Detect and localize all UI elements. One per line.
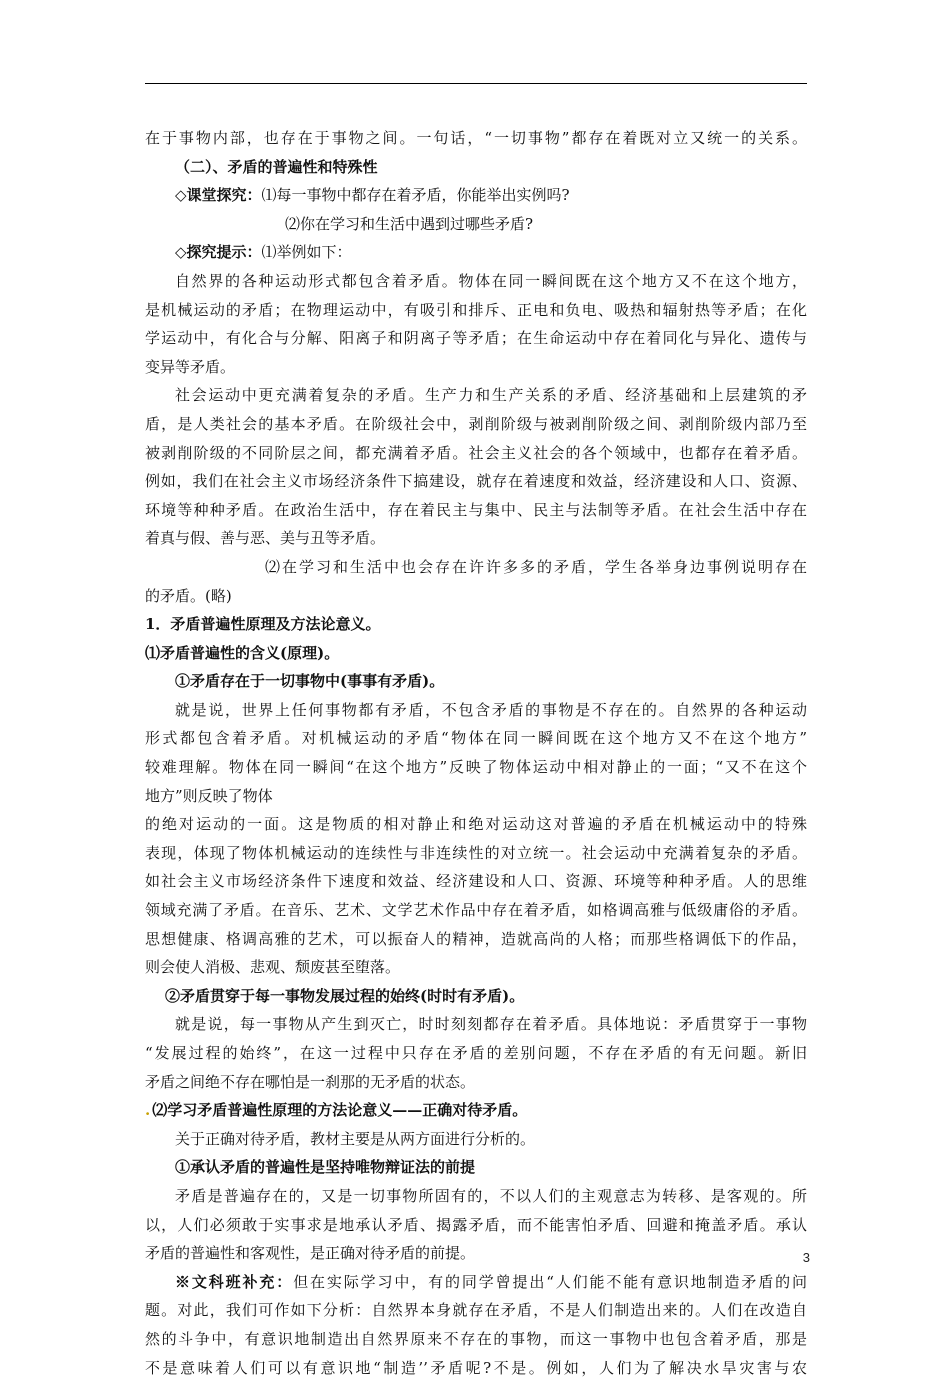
inquiry-question-label: ◇课堂探究： bbox=[175, 186, 262, 205]
text-line: 思想健康、格调高雅的艺术，可以振奋人的精神，造就高尚的人格；而那些格调低下的作品， bbox=[145, 929, 807, 948]
section-heading: （二）、矛盾的普遍性和特殊性 bbox=[175, 157, 378, 176]
point-heading: ②矛盾贯穿于每一事物发展过程的始终(时时有矛盾)。 bbox=[165, 986, 525, 1005]
text-line: 地方”则反映了物体 bbox=[145, 786, 273, 805]
point-heading: ①承认矛盾的普遍性是坚持唯物辩证法的前提 bbox=[175, 1158, 476, 1177]
text-line: 的矛盾。(略) bbox=[145, 586, 232, 605]
text-line: 矛盾之间绝不存在哪怕是一刹那的无矛盾的状态。 bbox=[145, 1072, 476, 1091]
text-line: 如社会主义市场经济条件下速度和效益、经济建设和人口、资源、环境等种种矛盾。人的思维 bbox=[145, 872, 807, 891]
text-line: 矛盾的普遍性和客观性，是正确对待矛盾的前提。 bbox=[145, 1244, 476, 1263]
inquiry-hint bbox=[145, 238, 807, 267]
text-line: 就是说，每一事物从产生到灭亡，时时刻刻都存在着矛盾。具体地说：矛盾贯穿于一事物 bbox=[175, 1015, 807, 1034]
text-line: 在于事物内部，也存在于事物之间。一句话，“一切事物”都存在着既对立又统一的关系。 bbox=[145, 129, 807, 147]
text-line: 学运动中，有化合与分解、阳离子和阴离子等矛盾；在生命运动中存在着同化与异化、遗传与 bbox=[145, 329, 807, 348]
text-line: 则会使人消极、悲观、颓废甚至堕落。 bbox=[145, 958, 401, 977]
inquiry-hint-label: ◇探究提示： bbox=[175, 243, 262, 262]
inquiry-hint-text: ⑴举例如下： bbox=[261, 243, 352, 262]
point-heading: ①矛盾存在于一切事物中(事事有矛盾)。 bbox=[175, 672, 445, 691]
subsection-heading: ⑴矛盾普遍性的含义(原理)。 bbox=[145, 643, 340, 662]
text-line: 然的斗争中，有意识地制造出自然界原来不存在的事物，而这一事物中也包含着矛盾，那是 bbox=[145, 1329, 807, 1348]
text-line: 领域充满了矛盾。在音乐、艺术、文学艺术作品中存在着矛盾，如格调高雅与低级庸俗的矛盾。 bbox=[145, 901, 807, 920]
inquiry-question-2: ⑵你在学习和生活中遇到过哪些矛盾? bbox=[285, 214, 534, 233]
supplement-text: 但在实际学习中，有的同学曾提出“人们能不能有意识地制造矛盾的问 bbox=[293, 1272, 807, 1291]
text-line: 就是说，世界上任何事物都有矛盾，不包含矛盾的事物是不存在的。自然界的各种运动 bbox=[175, 700, 807, 719]
text-line: 变异等矛盾。 bbox=[145, 357, 236, 376]
text-line: 以，人们必须敢于实事求是地承认矛盾、揭露矛盾，而不能害怕矛盾、回避和掩盖矛盾。承认 bbox=[145, 1215, 807, 1234]
subsection-heading: . ⑵学习矛盾普遍性原理的方法论意义——正确对待矛盾。 bbox=[145, 1101, 528, 1120]
text-line: 较难理解。物体在同一瞬间“在这个地方”反映了物体运动中相对静止的一面；“又不在这个 bbox=[145, 758, 807, 777]
text-line: 社会运动中更充满着复杂的矛盾。生产力和生产关系的矛盾、经济基础和上层建筑的矛 bbox=[175, 386, 807, 405]
supplement-line bbox=[145, 1268, 807, 1297]
text-line: 矛盾是普遍存在的，又是一切事物所固有的，不以人们的主观意志为转移、是客观的。所 bbox=[175, 1186, 807, 1205]
text-line: 形式都包含着矛盾。对机械运动的矛盾“物体在同一瞬间既在这个地方又不在这个地方” bbox=[145, 729, 807, 748]
text-line: ⑵在学习和生活中也会存在许许多多的矛盾，学生各举身边事例说明存在 bbox=[265, 557, 807, 576]
text-line: 被剥削阶级的不同阶层之间，都充满着矛盾。社会主义社会的各个领域中，也都存在着矛盾。 bbox=[145, 443, 807, 462]
text-line: 不是意味着人们可以有意识地“制造’’矛盾呢?不是。例如，人们为了解决水旱灾害与农 bbox=[145, 1358, 807, 1377]
text-line: 题。对此，我们可作如下分析：自然界本身就存在矛盾，不是人们制造出来的。人们在改造自 bbox=[145, 1301, 807, 1320]
header-rule bbox=[145, 83, 807, 84]
inquiry-question-text: ⑴每一事物中都存在着矛盾，你能举出实例吗? bbox=[261, 186, 570, 205]
text-line: “发展过程的始终”，在这一过程中只存在矛盾的差别问题，不存在矛盾的有无问题。新旧 bbox=[145, 1044, 807, 1062]
text-line: 盾，是人类社会的基本矛盾。在阶级社会中，剥削阶级与被剥削阶级之间、剥削阶级内部乃至 bbox=[145, 414, 807, 433]
text-line: 环境等种种矛盾。在政治生活中，存在着民主与集中、民主与法制等矛盾。在社会生活中存在 bbox=[145, 500, 807, 519]
text-line: 例如，我们在社会主义市场经济条件下搞建设，就存在着速度和效益，经济建设和人口、资源、 bbox=[145, 472, 807, 491]
text-line: 的绝对运动的一面。这是物质的相对静止和绝对运动这对普遍的矛盾在机械运动中的特殊 bbox=[145, 815, 807, 834]
subsection-heading: 1．矛盾普遍性原理及方法论意义。 bbox=[145, 615, 381, 634]
text-line: 关于正确对待矛盾，教材主要是从两方面进行分析的。 bbox=[175, 1129, 536, 1148]
inquiry-question bbox=[145, 181, 807, 210]
text-line: 自然界的各种运动形式都包含着矛盾。物体在同一瞬间既在这个地方又不在这个地方， bbox=[175, 271, 807, 290]
supplement-label: ※文科班补充： bbox=[175, 1272, 294, 1291]
bullet-dot: . bbox=[145, 1101, 151, 1120]
page-number: 3 bbox=[802, 1250, 810, 1265]
text-line: 是机械运动的矛盾；在物理运动中，有吸引和排斥、正电和负电、吸热和辐射热等矛盾；在化 bbox=[145, 300, 807, 319]
text-line: 着真与假、善与恶、美与丑等矛盾。 bbox=[145, 529, 386, 548]
document-body bbox=[145, 124, 807, 1382]
text-line: 表现，体现了物体机械运动的连续性与非连续性的对立统一。社会运动中充满着复杂的矛盾。 bbox=[145, 843, 807, 862]
